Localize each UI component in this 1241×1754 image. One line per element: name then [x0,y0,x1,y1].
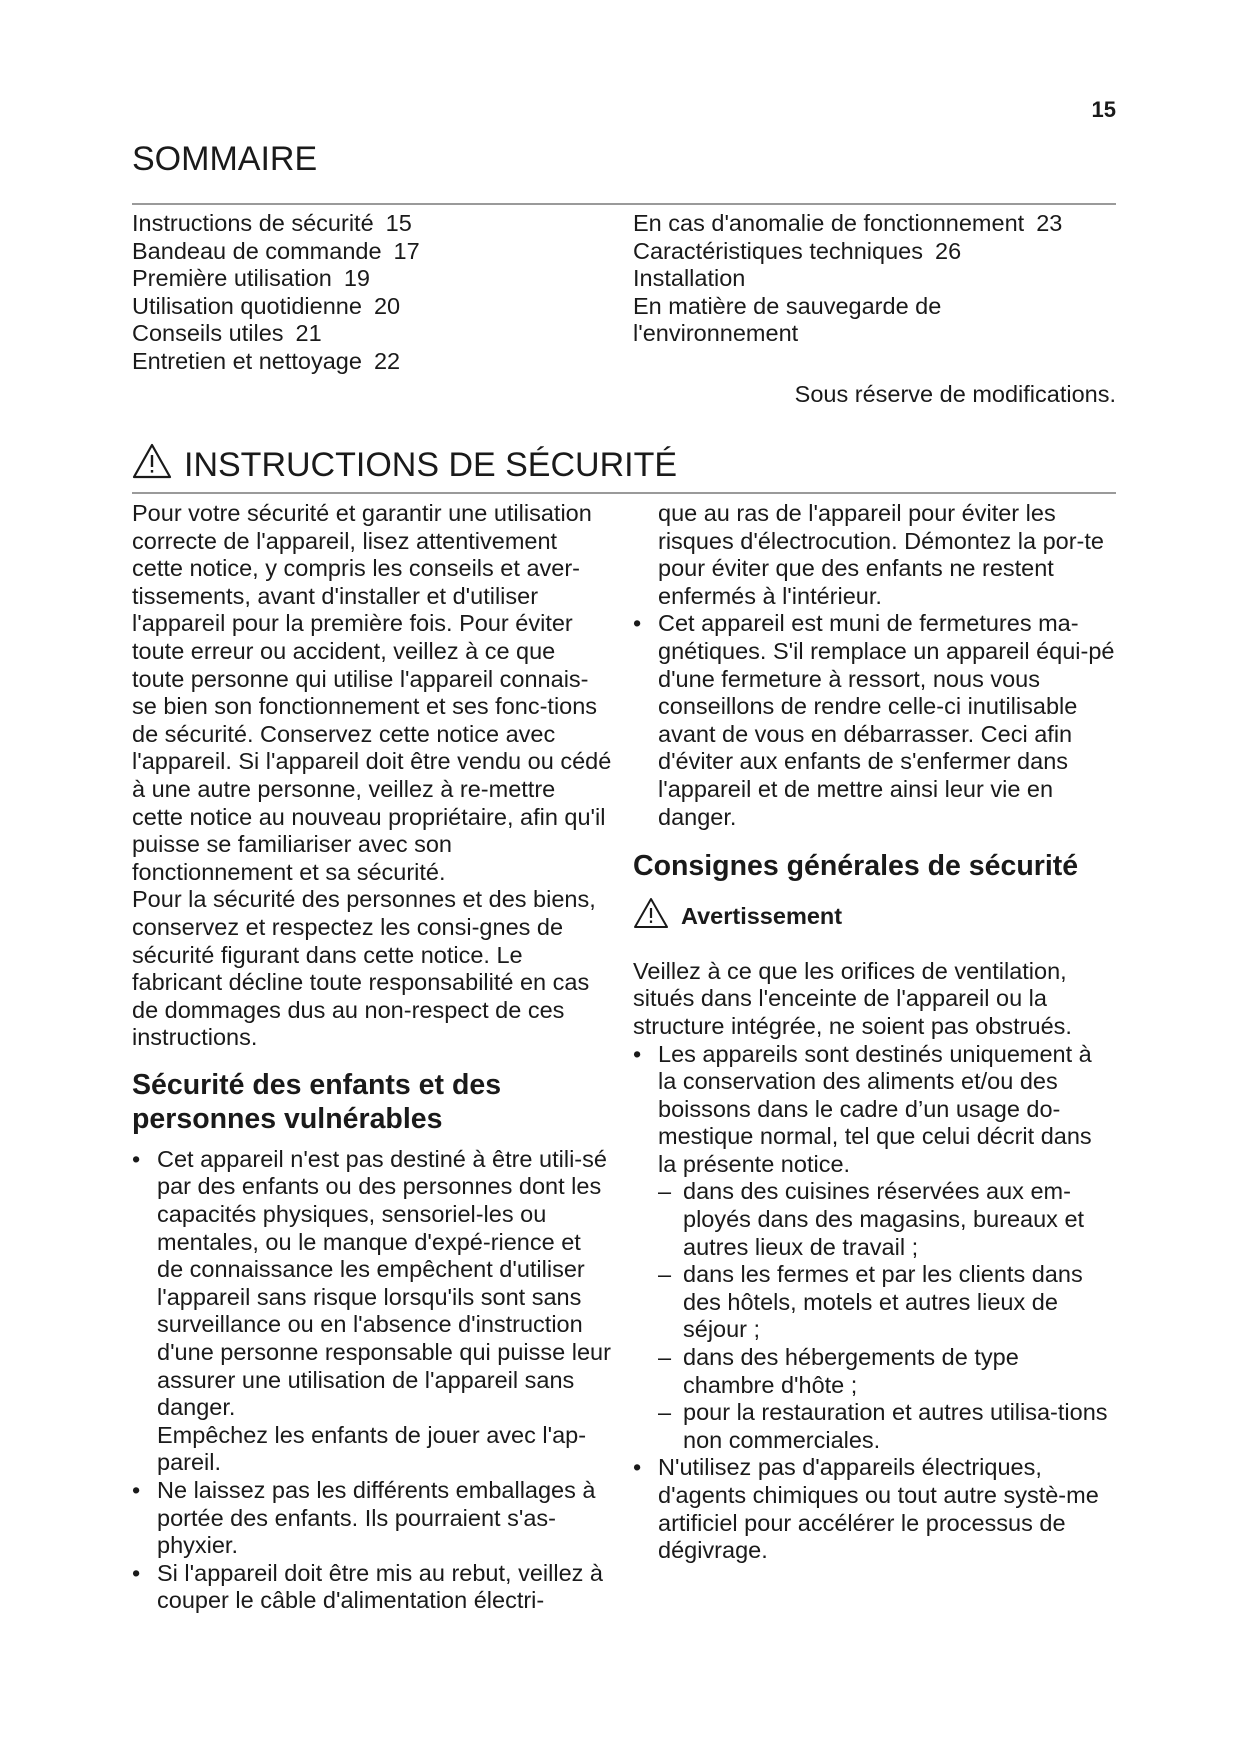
toc-title: SOMMAIRE [132,140,318,178]
toc-divider [132,203,1116,205]
sub-list-item: – dans des cuisines réservées aux em-ployés dans des magasins, bureaux et autres lieux de travail ; [658,1178,1085,1260]
bullet-icon: • [132,1145,141,1172]
bullet-icon: • [633,610,642,637]
dash-icon: – [658,1261,672,1288]
intro-paragraph: Pour votre sécurité et garantir une utilisation correcte de l'appareil, lisez attentivement cette notice, y compris les conseils et aver-tissements, avant d'installer et d'utiliser l'appareil pour la première fois. Pour éviter toute erreur ou accident, veillez à ce que toute personne qui utilise l'appareil connais-se bien son fonctionnement et ses fonc-tions de sécurité. Conservez cette notice avec l'appareil. Si l'appareil doit être vendu ou cédé à une autre personne, veillez à re-mettre cette notice au nouveau propriétaire, afin qu'il puisse se familiariser avec son fonctionnement et sa sécurité. [132,500,612,885]
toc-item[interactable]: Utilisation quotidienne 20 [132,292,401,319]
toc-item[interactable]: Caractéristiques techniques 26 [633,237,962,264]
toc-item[interactable]: Bandeau de commande 17 [132,237,420,264]
dash-icon: – [658,1344,672,1371]
list-item: • Les appareils sont destinés uniquement à la conservation des aliments et/ou des boissons dans le cadre d’un usage do-mestique normal, tel que celui décrit dans la présente notice. [633,1040,1092,1177]
sub-list-item: – dans les fermes et par les clients dans des hôtels, motels et autres lieux de séjour ; [658,1261,1083,1343]
safety-divider [132,492,1116,494]
list-item: • Cet appareil est muni de fermetures ma-gnétiques. S'il remplace un appareil équi-pé d'une fermeture à ressort, nous vous conseillons de rendre celle-ci inutilisable avant de vous en débarrasser. Ceci afin d'éviter aux enfants de s'enfermer dans l'appareil et de mettre ainsi leur vie en danger. [633,610,1115,830]
dash-icon: – [658,1399,672,1426]
bullet-icon: • [633,1040,642,1067]
warning-callout [633,897,1116,936]
toc-right-column [633,210,1062,348]
safety-title: INSTRUCTIONS DE SÉCURITÉ [184,446,678,484]
general-safety-heading: Consignes générales de sécurité [633,850,1079,883]
toc-item[interactable]: Instructions de sécurité 15 [132,210,412,236]
toc-left-column [132,210,420,375]
bullet-icon: • [633,1454,642,1481]
page-number: 15 [1091,97,1116,122]
list-item: • N'utilisez pas d'appareils électriques, d'agents chimiques ou tout autre systè-me artificiel pour accélérer le processus de dégivrage. [633,1454,1099,1564]
toc-item-continued[interactable]: l'environnement [633,320,799,346]
toc-item[interactable]: Entretien et nettoyage 22 [132,347,401,374]
toc-item[interactable]: Installation [633,265,746,291]
left-column [132,500,612,1615]
list-item: • Ne laissez pas les différents emballages à portée des enfants. Ils pourraient s'as-phyxier. [132,1477,596,1559]
warning-triangle-icon [633,897,669,936]
sub-list-item: – pour la restauration et autres utilisa-tions non commerciales. [658,1399,1108,1453]
intro-paragraph: Pour la sécurité des personnes et des biens, conservez et respectez les consi-gnes de sécurité figurant dans cette notice. Le fabricant décline toute responsabilité en cas de dommages dus au non-respect de ces instructions. [132,886,596,1051]
safety-heading [132,443,677,488]
toc-item[interactable]: En cas d'anomalie de fonctionnement 23 [633,210,1063,236]
bullet-icon: • [132,1477,141,1503]
modification-notice: Sous réserve de modifications. [794,381,1116,407]
warning-text: Veillez à ce que les orifices de ventilation, situés dans l'enceinte de l'appareil ou la structure intégrée, ne soient pas obstrués. [633,957,1072,1039]
list-item-continued: que au ras de l'appareil pour éviter les risques d'électrocution. Démontez la por-te pour éviter que des enfants ne restent enfermés à l'intérieur. [658,500,1104,609]
children-safety-heading: Sécurité des enfants et des personnes vulnérables [132,1068,502,1135]
right-column [633,500,1116,1565]
toc-item[interactable]: Conseils utiles 21 [132,320,322,346]
list-item: • Si l'appareil doit être mis au rebut, veillez à couper le câble d'alimentation électri- [132,1559,603,1614]
toc-item[interactable]: En matière de sauvegarde de [633,292,942,319]
warning-triangle-icon [132,443,172,488]
list-item: • Cet appareil n'est pas destiné à être utili-sé par des enfants ou des personnes dont les capacités physiques, sensoriel-les ou mentales, ou le manque d'expé-rience et de connaissance les empêchent d'utiliser l'appareil sans risque lorsqu'ils sont sans surveillance ou en l'absence d'instruction d'une personne responsable qui puisse leur assurer une utilisation de l'appareil sans danger. Empêchez les enfants de jouer avec l'ap-pareil. [132,1145,611,1476]
toc-item[interactable]: Première utilisation 19 [132,265,370,291]
bullet-icon: • [132,1559,141,1586]
dash-icon: – [658,1178,672,1205]
warning-label: Avertissement [681,902,843,929]
sub-list-item: – dans des hébergements de type chambre d'hôte ; [658,1344,1019,1398]
